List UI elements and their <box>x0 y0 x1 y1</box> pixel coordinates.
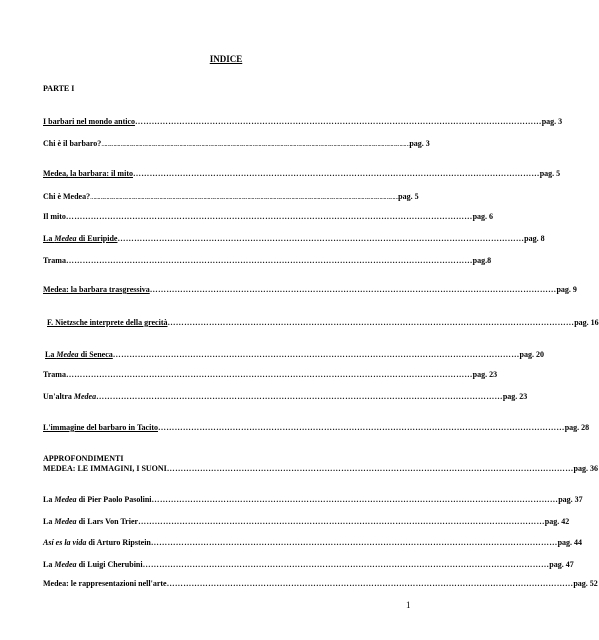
entry-page: pag. 37 <box>558 495 583 504</box>
entry-title: Así es la vida di Arturo Ripstein <box>43 538 151 547</box>
toc-entry[interactable] <box>43 464 598 475</box>
entry-title: La Medea di Lars Von Trier <box>43 517 139 526</box>
dot-leader: ………………………………………………………………………………………………………………………………… <box>166 579 574 588</box>
section-heading: APPROFONDIMENTI <box>43 454 124 463</box>
entry-page: pag. 36 <box>573 464 598 473</box>
dot-leader: ………………………………………………………………………………………………………………………………… <box>135 117 542 126</box>
toc-entry[interactable] <box>43 423 590 434</box>
entry-page: pag. 8 <box>524 234 545 243</box>
dot-leader: ………………………………………………………………………………………………………………………………… <box>167 318 575 327</box>
page-title: INDICE <box>209 54 243 64</box>
toc-entry[interactable] <box>43 285 577 296</box>
dot-leader: ………………………………………………………………………………………………………………………………… <box>166 464 574 473</box>
toc-entry[interactable] <box>43 517 570 528</box>
dot-leader: ………………………………………………………………………………………………………………………………………………………………………………………… <box>101 143 410 148</box>
toc-entry[interactable] <box>43 579 598 590</box>
toc-entry[interactable] <box>43 139 430 150</box>
entry-title: Trama <box>43 370 66 379</box>
page-number: 1 <box>406 600 411 610</box>
entry-page: pag. 5 <box>398 192 419 201</box>
entry-title: MEDEA: LE IMMAGINI, I SUONI <box>43 464 167 473</box>
entry-title: Chi è Medea? <box>43 192 91 201</box>
entry-page: pag. 3 <box>409 139 430 148</box>
entry-page: pag. 47 <box>549 560 574 569</box>
entry-page: pag. 42 <box>544 517 570 526</box>
entry-page: pag. 44 <box>557 538 583 547</box>
entry-page: pag. 16 <box>574 318 599 327</box>
entry-page: pag.8 <box>472 256 492 265</box>
dot-leader: ………………………………………………………………………………………………………………………………… <box>138 517 545 526</box>
entry-title: L'immagine del barbaro in Tacito <box>43 423 158 432</box>
entry-page: pag. 3 <box>541 117 563 126</box>
dot-leader: ………………………………………………………………………………………………………………………………… <box>157 423 565 432</box>
entry-title: La Medea di Seneca <box>45 350 113 359</box>
part-heading: PARTE I <box>43 84 75 93</box>
entry-page: pag. 23 <box>472 370 498 379</box>
toc-entry[interactable] <box>45 350 544 361</box>
dot-leader: ………………………………………………………………………………………………………………………………… <box>132 169 540 178</box>
entry-page: pag. 9 <box>556 285 577 294</box>
entry-page: pag. 6 <box>472 212 494 221</box>
entry-page: pag. 20 <box>519 350 544 359</box>
dot-leader: ………………………………………………………………………………………………………………………………… <box>65 256 473 265</box>
toc-entry[interactable] <box>43 169 561 180</box>
toc-entry[interactable] <box>43 495 583 506</box>
entry-page: pag. 52 <box>573 579 598 588</box>
entry-title: Medea: la barbara trasgressiva <box>43 285 150 294</box>
entry-page: pag. 28 <box>564 423 590 432</box>
entry-page: pag. 5 <box>539 169 561 178</box>
dot-leader: ………………………………………………………………………………………………………………………………… <box>149 285 557 294</box>
toc-entry[interactable] <box>43 560 574 571</box>
entry-title: La Medea di Luigi Cherubini <box>43 560 143 569</box>
dot-leader: ………………………………………………………………………………………………………………………………… <box>65 212 473 221</box>
entry-title: F. Nietzsche interprete della grecità <box>47 318 168 327</box>
dot-leader: ………………………………………………………………………………………………………………………………… <box>65 370 473 379</box>
dot-leader: ………………………………………………………………………………………………………………………………… <box>151 495 559 504</box>
toc-entry[interactable] <box>43 370 498 381</box>
entry-title: Il mito <box>43 212 66 221</box>
toc-entry[interactable] <box>47 318 599 329</box>
entry-title: Un'altra Medea <box>43 392 97 401</box>
entry-title: Chi è il barbaro? <box>43 139 102 148</box>
toc-entry[interactable] <box>43 212 494 223</box>
entry-title: La Medea di Euripide <box>43 234 118 243</box>
dot-leader: ………………………………………………………………………………………………………………………………………………………………………………………… <box>90 196 399 201</box>
toc-entry[interactable] <box>43 392 528 403</box>
toc-entry[interactable] <box>43 234 545 245</box>
entry-title: Trama <box>43 256 66 265</box>
entry-title: Medea, la barbara: il mito <box>43 169 133 178</box>
dot-leader: ………………………………………………………………………………………………………………………………… <box>96 392 503 401</box>
entry-title: Medea: le rappresentazioni nell'arte <box>43 579 167 588</box>
toc-entry[interactable] <box>43 192 419 203</box>
toc-entry[interactable] <box>43 117 563 128</box>
entry-title: I barbari nel mondo antico <box>43 117 136 126</box>
dot-leader: ………………………………………………………………………………………………………………………………… <box>112 350 520 359</box>
toc-entry[interactable] <box>43 538 583 549</box>
entry-title: La Medea di Pier Paolo Pasolini <box>43 495 152 504</box>
entry-page: pag. 23 <box>502 392 528 401</box>
toc-entry[interactable] <box>43 256 492 267</box>
dot-leader: ………………………………………………………………………………………………………………………………… <box>117 234 525 243</box>
dot-leader: ………………………………………………………………………………………………………………………………… <box>150 538 558 547</box>
dot-leader: ………………………………………………………………………………………………………………………………… <box>142 560 550 569</box>
